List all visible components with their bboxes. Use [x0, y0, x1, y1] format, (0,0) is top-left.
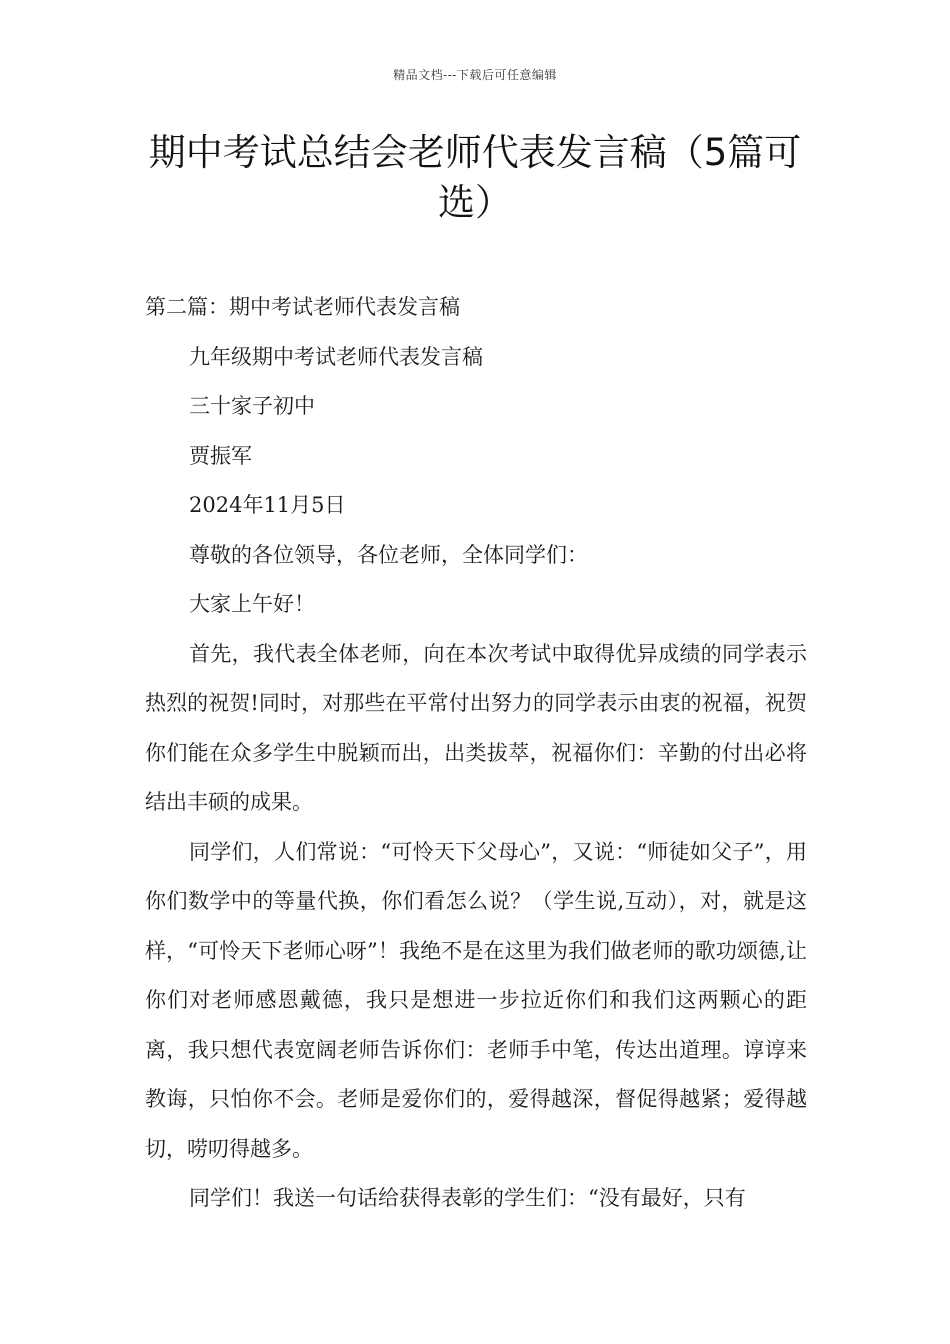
paragraph-2: 同学们，人们常说：“可怜天下父母心”，又说：“师徒如父子”，用你们数学中的等量代换，你们看怎么说？（学生说,互动），对，就是这样，“可怜天下老师心呀”！我绝不是在这里为我们做老师的歌功颂德,让你们对老师感恩戴德，我只是想进一步拉近你们和我们这两颗心的距离，我只想代表宽阔老师告诉你们：老师手中笔，传达出道理。谆谆来教诲，只怕你不会。老师是爱你们的，爱得越深，督促得越紧；爱得越切，唠叨得越多。: [145, 839, 807, 1161]
section-heading: 第二篇：期中考试老师代表发言稿: [145, 295, 460, 319]
greeting: 大家上午好！: [189, 592, 315, 616]
document-body: [145, 283, 807, 1224]
salutation: 尊敬的各位领导，各位老师，全体同学们：: [189, 542, 588, 567]
author-name: 贾振军: [189, 443, 252, 468]
speech-title: 九年级期中考试老师代表发言稿: [189, 344, 483, 369]
document-title: 期中考试总结会老师代表发言稿（5篇可选）: [148, 131, 802, 224]
speech-date: 2024年11月5日: [189, 493, 346, 517]
header-note: 精品文档---下载后可任意编辑: [393, 68, 557, 82]
paragraph-3: 同学们！我送一句话给获得表彰的学生们：“没有最好，只有: [189, 1186, 746, 1210]
school-name: 三十家子初中: [189, 394, 315, 418]
paragraph-1: 首先，我代表全体老师，向在本次考试中取得优异成绩的同学表示热烈的祝贺!同时，对那些在平常付出努力的同学表示由衷的祝福，祝贺你们能在众多学生中脱颖而出，出类拔萃，祝福你们：辛勤的付出必将结出丰硕的成果。: [145, 641, 807, 814]
